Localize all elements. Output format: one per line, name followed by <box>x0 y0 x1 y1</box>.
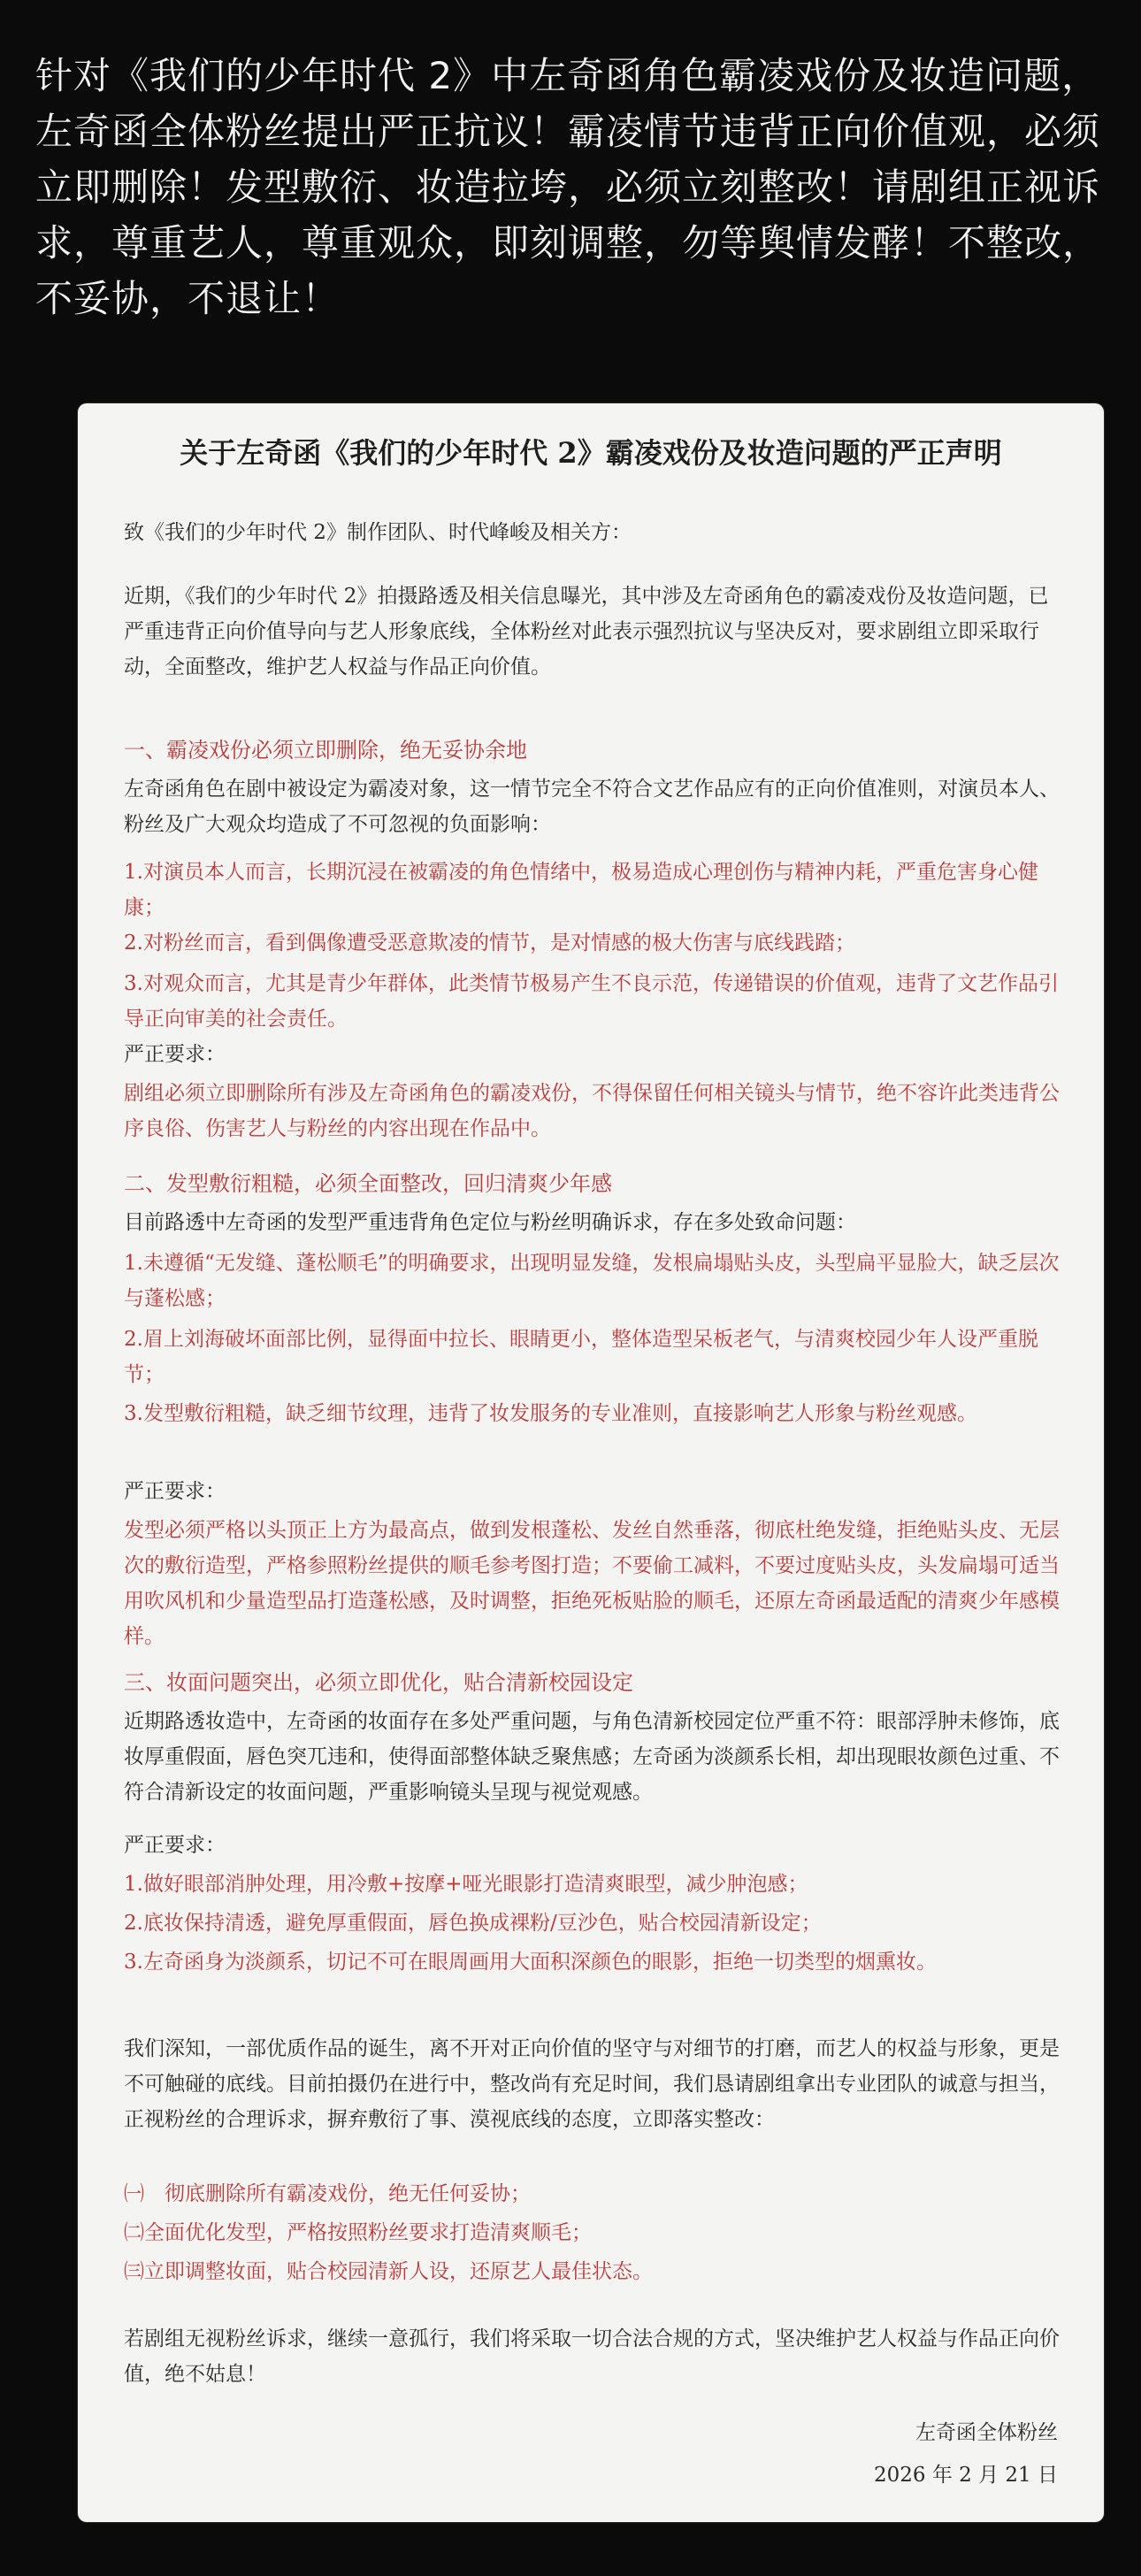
section-3-item-2: 2.底妆保持清透，避免厚重假面，唇色换成裸粉/豆沙色，贴合校园清新设定； <box>124 1912 822 1935</box>
section-2-item-3: 3.发型敷衍粗糙，缺乏细节纹理，违背了妆发服务的专业准则，直接影响艺人形象与粉丝观感。 <box>124 1402 977 1425</box>
demand-2: ㈡全面优化发型，严格按照粉丝要求打造清爽顺毛； <box>124 2221 592 2244</box>
section-2-requirement-label: 严正要求： <box>124 1480 226 1503</box>
intro-paragraph: 近期，《我们的少年时代 2》拍摄路透及相关信息曝光，其中涉及左奇函角色的霸凌戏份及妆造问题，已严重违背正向价值导向与艺人形象底线，全体粉丝对此表示强烈抗议与坚决反对，要求剧组立即采取行动，全面整改，维护艺人权益与作品正向价值。 <box>124 585 1049 678</box>
demand-1: ㈠ 彻底删除所有霸凌戏份，绝无任何妥协； <box>124 2182 531 2205</box>
section-2-body: 目前路透中左奇函的发型严重违背角色定位与粉丝明确诉求，存在多处致命问题： <box>124 1211 856 1234</box>
section-2-item-1: 1.未遵循“无发缝、蓬松顺毛”的明确要求，出现明显发缝，发根扁塌贴头皮，头型扁平显脸大，缺乏层次与蓬松感； <box>124 1252 1060 1310</box>
section-2-requirement: 发型必须严格以头顶正上方为最高点，做到发根蓬松、发丝自然垂落，彻底杜绝发缝，拒绝贴头皮、无层次的敷衍造型，严格参照粉丝提供的顺毛参考图打造；不要偷工减料，不要过度贴头皮，头发扁塌可适当用吹风机和少量造型品打造蓬松感，及时调整，拒绝死板贴脸的顺毛，还原左奇函最适配的清爽少年感模样。 <box>124 1519 1060 1648</box>
section-2-heading: 二、发型敷衍粗糙，必须全面整改，回归清爽少年感 <box>124 1171 612 1196</box>
final-paragraph: 若剧组无视粉丝诉求，继续一意孤行，我们将采取一切合法合规的方式，坚决维护艺人权益与作品正向价值，绝不姑息！ <box>124 2327 1060 2386</box>
salutation: 致《我们的少年时代 2》制作团队、时代峰峻及相关方： <box>124 521 632 544</box>
section-1-item-3: 3.对观众而言，尤其是青少年群体，此类情节极易产生不良示范，传递错误的价值观，违背了文艺作品引导正向审美的社会责任。 <box>124 972 1059 1031</box>
section-3-item-3: 3.左奇函身为淡颜系，切记不可在眼周画用大面积深颜色的眼影，拒绝一切类型的烟熏妆。 <box>124 1951 937 1974</box>
statement-image[interactable] <box>78 403 1104 2522</box>
section-3-item-1: 1.做好眼部消肿处理，用冷敷+按摩+哑光眼影打造清爽眼型，减少肿泡感； <box>124 1873 808 1896</box>
section-2-item-2: 2.眉上刘海破坏面部比例，显得面中拉长、眼睛更小，整体造型呆板老气，与清爽校园少年人设严重脱节； <box>124 1328 1038 1386</box>
demand-3: ㈢立即调整妆面，贴合校园清新人设，还原艺人最佳状态。 <box>124 2260 653 2283</box>
section-1-heading: 一、霸凌戏份必须立即删除，绝无妥协余地 <box>124 738 527 763</box>
section-3-requirement-label: 严正要求： <box>124 1834 226 1857</box>
post-text: 针对《我们的少年时代 2》中左奇函角色霸凌戏份及妆造问题，左奇函全体粉丝提出严正抗议！霸凌情节违背正向价值观，必须立即删除！发型敷衍、妆造拉垮，必须立刻整改！请剧组正视诉求，尊重艺人，尊重观众，即刻调整，勿等舆情发酵！不整改，不妥协，不退让！ <box>35 54 1101 320</box>
section-1-body: 左奇函角色在剧中被设定为霸凌对象，这一情节完全不符合文艺作品应有的正向价值准则，对演员本人、粉丝及广大观众均造成了不可忽视的负面影响： <box>124 778 1060 836</box>
section-1-item-1: 1.对演员本人而言，长期沉浸在被霸凌的角色情绪中，极易造成心理创伤与精神内耗，严重危害身心健康； <box>124 861 1038 919</box>
signature: 左奇函全体粉丝 <box>915 2421 1058 2444</box>
section-1-requirement: 剧组必须立即删除所有涉及左奇函角色的霸凌戏份，不得保留任何相关镜头与情节，绝不容许此类违背公序良俗、伤害艺人与粉丝的内容出现在作品中。 <box>124 1082 1060 1140</box>
section-3-body: 近期路透妆造中，左奇函的妆面存在多处严重问题，与角色清新校园定位严重不符：眼部浮肿未修饰，底妆厚重假面，唇色突兀违和，使得面部整体缺乏聚焦感；左奇函为淡颜系长相，却出现眼妆颜色过重、不符合清新设定的妆面问题，严重影响镜头呈现与视觉观感。 <box>124 1710 1060 1804</box>
statement-date: 2026 年 2 月 21 日 <box>874 2464 1058 2487</box>
statement-title: 关于左奇函《我们的少年时代 2》霸凌戏份及妆造问题的严正声明 <box>180 436 1002 470</box>
section-1-item-2: 2.对粉丝而言，看到偶像遭受恶意欺凌的情节，是对情感的极大伤害与底线践踏； <box>124 932 855 954</box>
closing-paragraph: 我们深知，一部优质作品的诞生，离不开对正向价值的坚守与对细节的打磨，而艺人的权益与形象，更是不可触碰的底线。目前拍摄仍在进行中，整改尚有充足时间，我们恳请剧组拿出专业团队的诚意与担当，正视粉丝的合理诉求，摒弃敷衍了事、漠视底线的态度，立即落实整改： <box>124 2037 1060 2131</box>
section-1-requirement-label: 严正要求： <box>124 1043 226 1066</box>
section-3-heading: 三、妆面问题突出，必须立即优化，贴合清新校园设定 <box>124 1670 633 1695</box>
